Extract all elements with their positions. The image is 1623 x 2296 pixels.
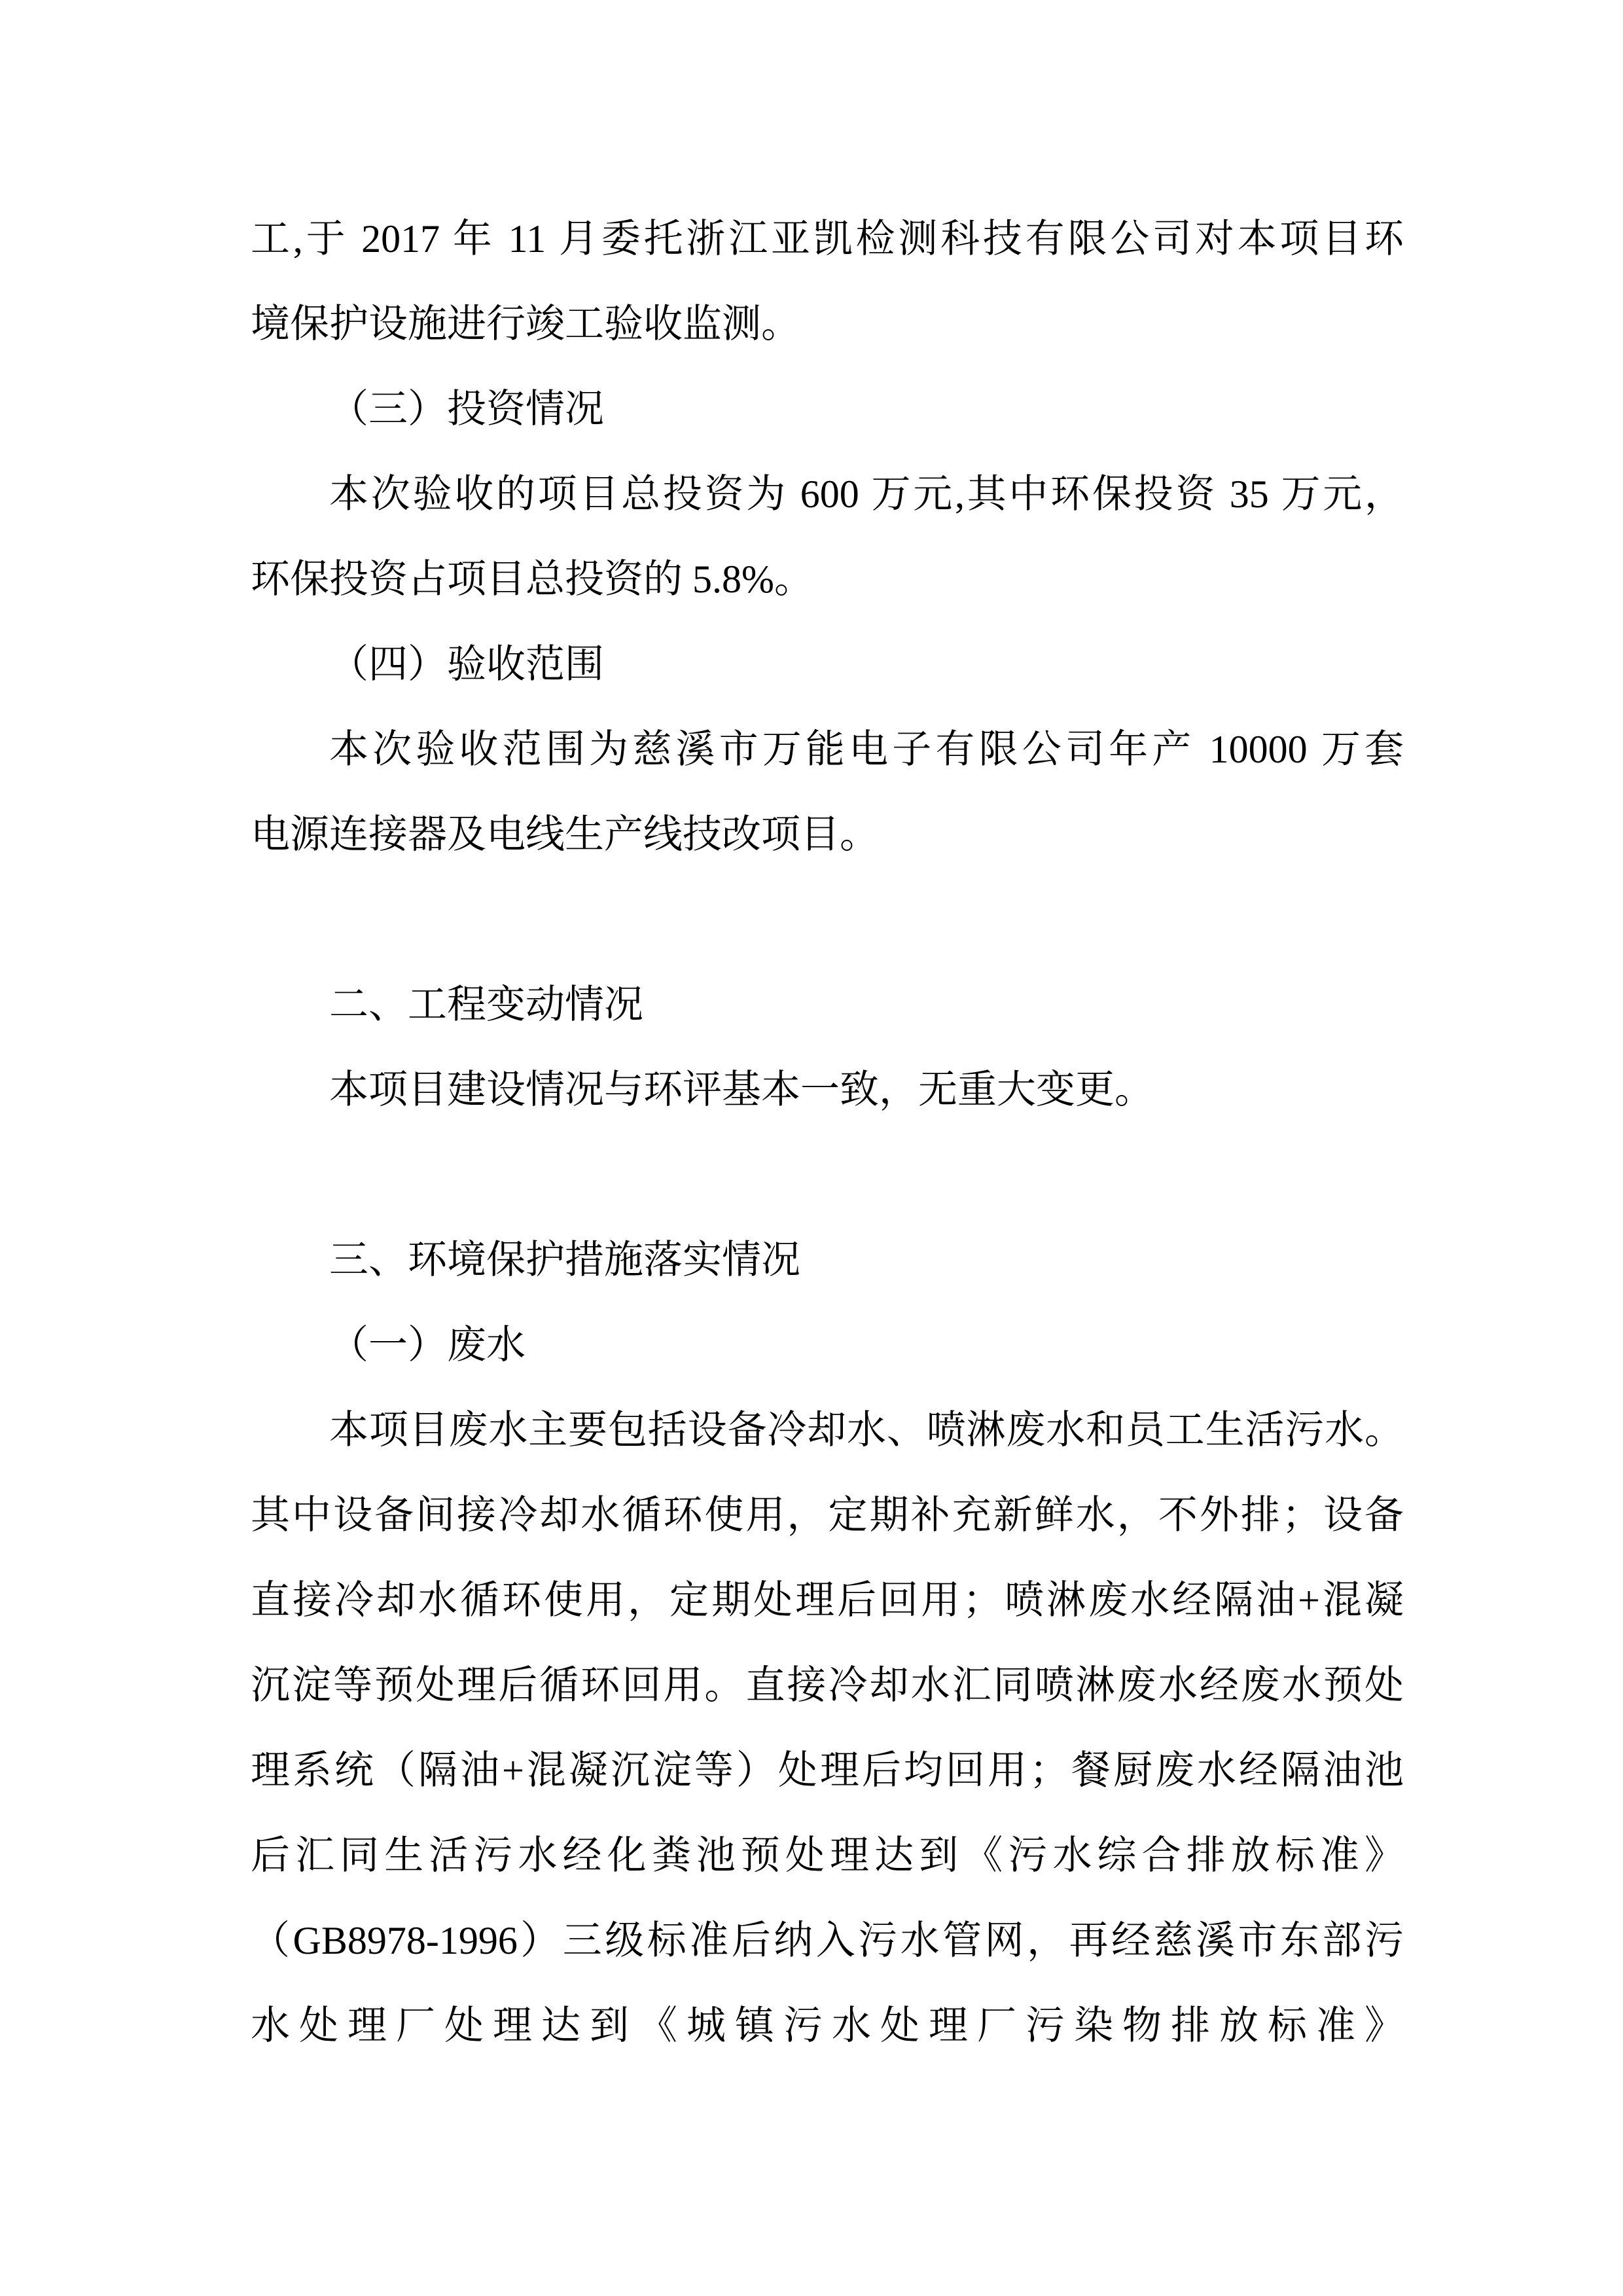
- document-body: [251, 196, 1404, 2068]
- text-line: 水处理厂处理达到《城镇污水处理厂污染物排放标准》: [251, 2004, 1404, 2047]
- text-line: 环保投资占项目总投资的 5.8%。: [251, 558, 813, 601]
- section-heading: （三）投资情况: [329, 387, 604, 431]
- text-line: 电源连接器及电线生产线技改项目。: [251, 813, 879, 856]
- text-line: 工,于 2017 年 11 月委托浙江亚凯检测科技有限公司对本项目环: [251, 217, 1404, 260]
- blank-line: [251, 877, 1404, 962]
- text-line: 沉淀等预处理后循环回用。直接冷却水汇同喷淋废水经废水预处: [251, 1664, 1404, 1707]
- text-line: 本次验收的项目总投资为 600 万元,其中环保投资 35 万元，: [329, 473, 1404, 516]
- text-line: 理系统（隔油+混凝沉淀等）处理后均回用；餐厨废水经隔油池: [251, 1749, 1404, 1792]
- text-line: 本次验收范围为慈溪市万能电子有限公司年产 10000 万套: [329, 728, 1404, 771]
- section-heading: 二、工程变动情况: [329, 983, 643, 1026]
- text-line: 本项目建设情况与环评基本一致，无重大变更。: [329, 1068, 1154, 1111]
- text-line: （GB8978-1996）三级标准后纳入污水管网，再经慈溪市东部污: [251, 1919, 1404, 1962]
- section-heading: （四）验收范围: [329, 643, 604, 686]
- section-heading: （一）废水: [329, 1323, 526, 1367]
- text-line: 其中设备间接冷却水循环使用，定期补充新鲜水，不外排；设备: [251, 1494, 1404, 1537]
- text-line: 直接冷却水循环使用，定期处理后回用；喷淋废水经隔油+混凝: [251, 1579, 1404, 1622]
- text-line: 本项目废水主要包括设备冷却水、喷淋废水和员工生活污水。: [329, 1408, 1404, 1452]
- text-line: 后汇同生活污水经化粪池预处理达到《污水综合排放标准》: [251, 1834, 1404, 1877]
- text-line: 境保护设施进行竣工验收监测。: [251, 302, 800, 346]
- blank-line: [251, 1132, 1404, 1217]
- section-heading: 三、环境保护措施落实情况: [329, 1238, 800, 1282]
